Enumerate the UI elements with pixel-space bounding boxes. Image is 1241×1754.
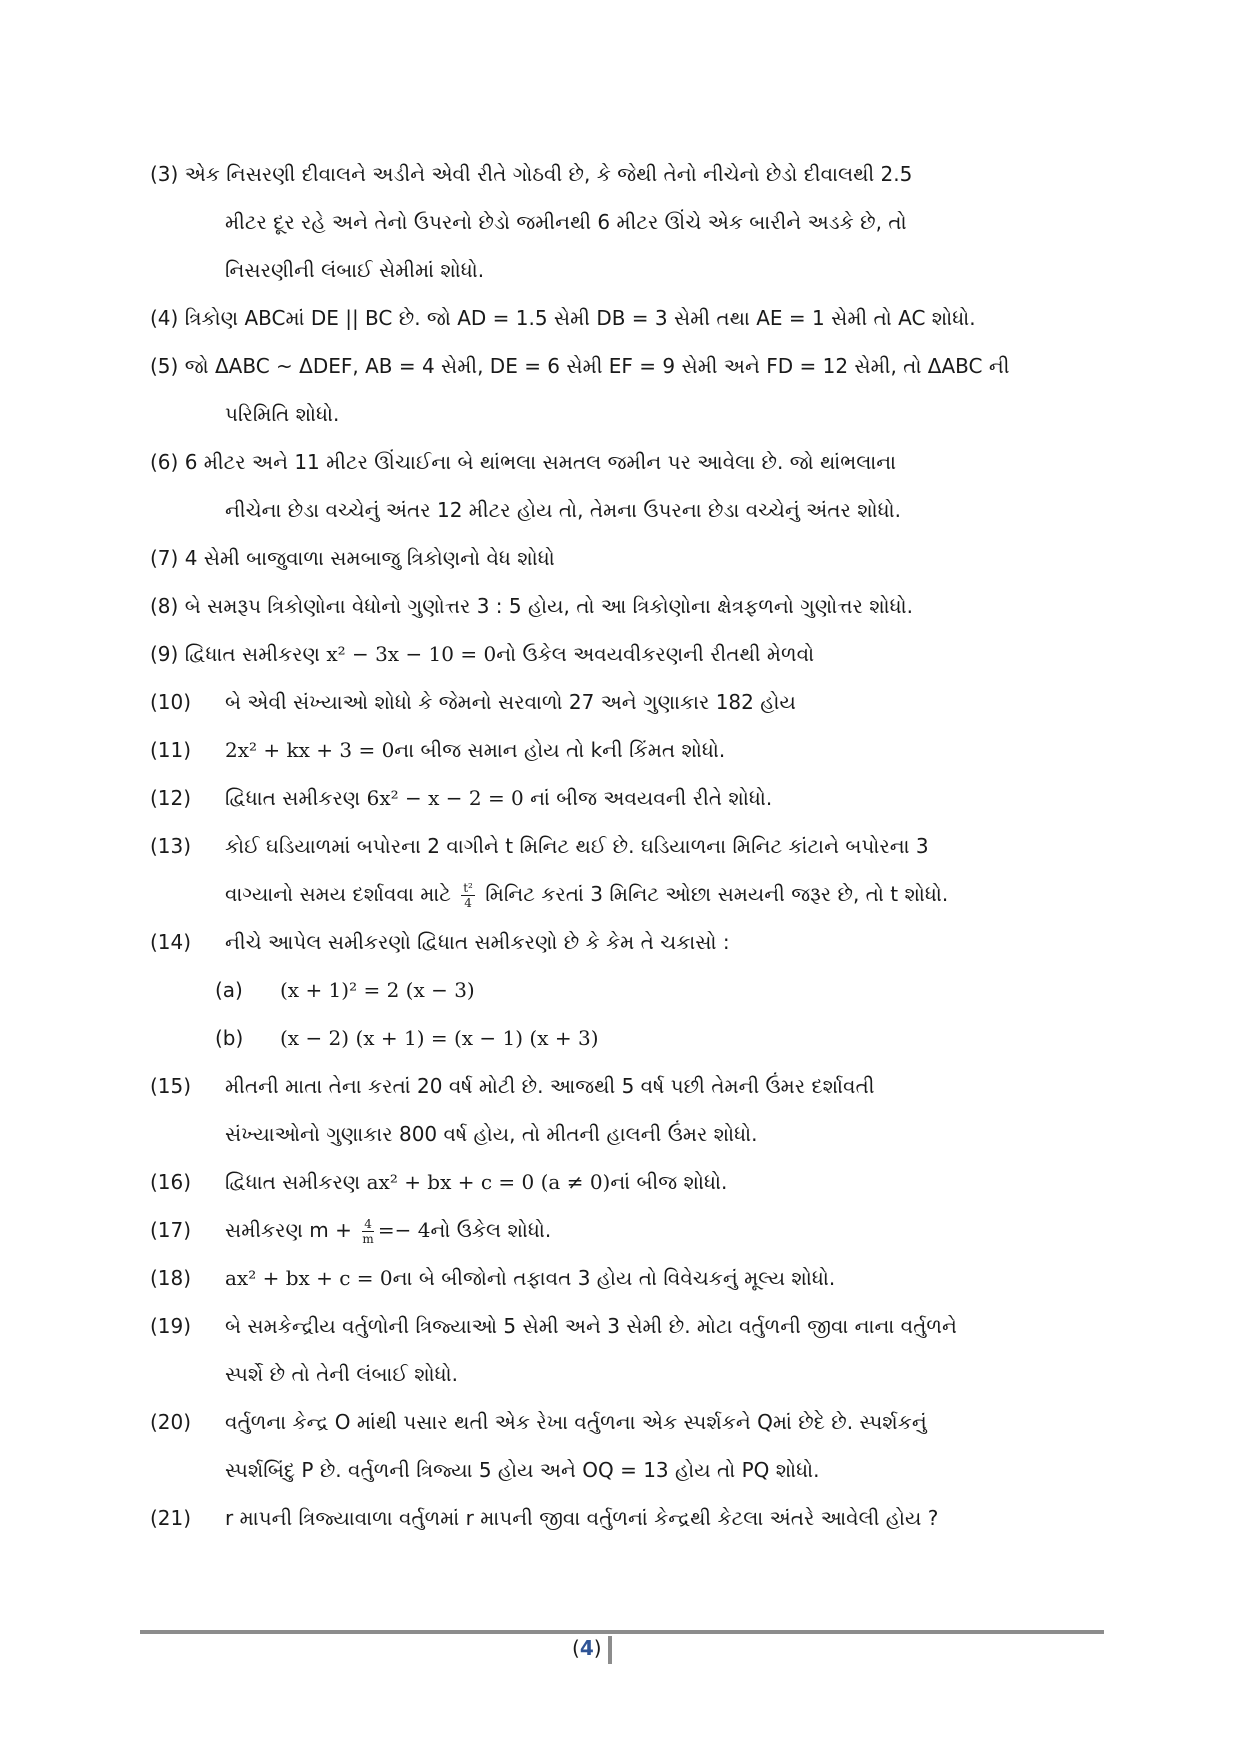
equation: (x + 1)² = 2 (x − 3)	[280, 978, 475, 1002]
question-text: ત્રિકોણ ABCમાં DE || BC છે. જો AD = 1.5 સેમી DB = 3 સેમી તથા AE = 1 સેમી તો AC શોધો.	[184, 306, 976, 330]
question-17	[150, 1206, 1100, 1254]
question-text: સમીકરણ m +	[225, 1218, 359, 1242]
question-text: r માપની ત્રિજ્યાવાળા વર્તુળમાં r માપની જીવા વર્તુળનાં કેન્દ્રથી કેટલા અંતરે આવેલી હોય ?	[225, 1506, 939, 1530]
question-text: મીતની માતા તેના કરતાં 20 વર્ષ મોટી છે. આજથી 5 વર્ષ પછી તેમની ઉંમર દર્શાવતી	[225, 1074, 875, 1098]
question-text: 4 સેમી બાજુવાળા સમબાજુ ત્રિકોણનો વેધ શોધો	[184, 546, 555, 570]
question-text: 6 મીટર અને 11 મીટર ઊંચાઈના બે થાંભલા સમતલ જમીન પર આવેલા છે. જો થાંભલાના	[184, 450, 897, 474]
question-number: (3)	[150, 162, 179, 186]
fraction-denominator: m	[362, 1232, 374, 1246]
question-number: (6)	[150, 450, 179, 474]
question-text: નીચેના છેડા વચ્ચેનું અંતર 12 મીટર હોય તો, તેમના ઉપરના છેડા વચ્ચેનું અંતર શોધો.	[225, 498, 901, 522]
question-text: સ્પર્શે છે તો તેની લંબાઈ શોધો.	[225, 1362, 458, 1386]
question-13	[150, 822, 1100, 918]
question-15	[150, 1062, 1100, 1158]
question-number: (15)	[150, 1074, 192, 1098]
question-list	[150, 150, 1100, 1542]
equation: ax² + bx + c = 0 (a ≠ 0)	[366, 1170, 611, 1194]
question-text: દ્વિધાત સમીકરણ	[184, 642, 327, 666]
question-8	[150, 582, 1100, 630]
question-3	[150, 150, 1100, 294]
question-text: વર્તુળના કેન્દ્ર O માંથી પસાર થતી એક રેખા વર્તુળના એક સ્પર્શકને Qમાં છેદે છે. સ્પર્શકનું	[225, 1410, 927, 1434]
page-number-open: (	[572, 1636, 580, 1660]
question-19	[150, 1302, 1100, 1398]
fraction-numerator: t²	[463, 881, 473, 895]
question-number: (5)	[150, 354, 179, 378]
question-text: બે સમકેન્દ્રીય વર્તુળોની ત્રિજ્યાઓ 5 સેમી અને 3 સેમી છે. મોટા વર્તુળની જીવા નાના વર્તુળને	[225, 1314, 957, 1338]
question-text: વાગ્યાનો સમય દર્શાવવા માટે	[225, 882, 458, 906]
equation: ax² + bx + c = 0	[225, 1266, 393, 1290]
question-text: બે એવી સંખ્યાઓ શોધો કે જેમનો સરવાળો 27 અને ગુણાકાર 182 હોય	[225, 690, 796, 714]
sub-question-label: (a)	[215, 978, 243, 1002]
question-text: નિસરણીની લંબાઈ સેમીમાં શોધો.	[225, 258, 485, 282]
question-text: જો ΔABC ~ ΔDEF, AB = 4 સેમી, DE = 6 સેમી EF = 9 સેમી અને FD = 12 સેમી, તો ΔABC ની	[184, 354, 1010, 378]
equation: 2x² + kx + 3 = 0	[225, 738, 395, 762]
question-number: (16)	[150, 1170, 192, 1194]
question-9	[150, 630, 1100, 678]
question-number: (11)	[150, 738, 192, 762]
page-number-value: 4	[579, 1636, 594, 1660]
fraction	[362, 1217, 374, 1246]
question-21	[150, 1494, 1100, 1542]
question-7	[150, 534, 1100, 582]
question-text: નો ઉકેલ અવયવીકરણની રીતથી મેળવો	[496, 642, 815, 666]
question-text: કોઈ ઘડિયાળમાં બપોરના 2 વાગીને t મિનિટ થઈ છે. ઘડિયાળના મિનિટ કાંટાને બપોરના 3	[225, 834, 929, 858]
page-number-close: )	[593, 1636, 602, 1660]
question-4	[150, 294, 1100, 342]
question-number: (19)	[150, 1314, 192, 1338]
equation: x² − 3x − 10 = 0	[326, 642, 497, 666]
question-5	[150, 342, 1100, 438]
footer-bar	[608, 1636, 612, 1664]
fraction-numerator: 4	[364, 1217, 372, 1231]
question-number: (20)	[150, 1410, 192, 1434]
question-16	[150, 1158, 1100, 1206]
equation: 6x² − x − 2 = 0	[366, 786, 524, 810]
fraction	[461, 881, 475, 910]
question-text: નાં બીજ અવયવની રીતે શોધો.	[523, 786, 773, 810]
question-text: બે સમરૂપ ત્રિકોણોના વેધોનો ગુણોત્તર 3 : 5 હોય, તો આ ત્રિકોણોના ક્ષેત્રફળનો ગુણોત્તર શોધો.	[184, 594, 913, 618]
question-number: (4)	[150, 306, 179, 330]
question-text: નાં બીજ શોધો.	[610, 1170, 728, 1194]
question-text: સ્પર્શબિંદુ P છે. વર્તુળની ત્રિજ્યા 5 હોય અને OQ = 13 હોય તો PQ શોધો.	[225, 1458, 820, 1482]
question-number: (17)	[150, 1218, 192, 1242]
question-text: ના બે બીજોનો તફાવત 3 હોય તો વિવેચકનું મૂલ્ય શોધો.	[392, 1266, 836, 1290]
equation: (x − 2) (x + 1) = (x − 1) (x + 3)	[280, 1026, 599, 1050]
sub-question-a	[150, 966, 1100, 1014]
question-text: દ્વિધાત સમીકરણ	[225, 1170, 367, 1194]
question-text: સંખ્યાઓનો ગુણાકાર 800 વર્ષ હોય, તો મીતની હાલની ઉંમર શોધો.	[225, 1122, 758, 1146]
question-12	[150, 774, 1100, 822]
question-text: નો ઉકેલ શોધો.	[430, 1218, 552, 1242]
sub-question-label: (b)	[215, 1026, 244, 1050]
question-text: મિનિટ કરતાં 3 મિનિટ ઓછા સમયની જરૂર છે, તો t શોધો.	[478, 882, 949, 906]
question-number: (21)	[150, 1506, 192, 1530]
question-text: પરિમિતિ શોધો.	[225, 402, 340, 426]
question-text: નીચે આપેલ સમીકરણો દ્વિધાત સમીકરણો છે કે કેમ તે ચકાસો :	[225, 930, 730, 954]
question-number: (13)	[150, 834, 192, 858]
question-text: દ્વિધાત સમીકરણ	[225, 786, 367, 810]
question-number: (14)	[150, 930, 192, 954]
sub-question-b	[150, 1014, 1100, 1062]
question-text: ના બીજ સમાન હોય તો kની કિંમત શોધો.	[394, 738, 726, 762]
equation: =− 4	[377, 1218, 431, 1242]
question-14	[150, 918, 1100, 1062]
question-number: (10)	[150, 690, 192, 714]
page-number	[572, 1636, 602, 1660]
question-number: (9)	[150, 642, 179, 666]
question-18	[150, 1254, 1100, 1302]
question-6	[150, 438, 1100, 534]
question-20	[150, 1398, 1100, 1494]
question-number: (18)	[150, 1266, 192, 1290]
question-number: (8)	[150, 594, 179, 618]
question-number: (7)	[150, 546, 179, 570]
question-11	[150, 726, 1100, 774]
question-10	[150, 678, 1100, 726]
question-text: મીટર દૂર રહે અને તેનો ઉપરનો છેડો જમીનથી 6 મીટર ઊંચે એક બારીને અડકે છે, તો	[225, 210, 907, 234]
footer-divider	[140, 1630, 1104, 1634]
question-text: એક નિસરણી દીવાલને અડીને એવી રીતે ગોઠવી છે, કે જેથી તેનો નીચેનો છેડો દીવાલથી 2.5	[184, 162, 913, 186]
fraction-denominator: 4	[464, 896, 472, 910]
question-number: (12)	[150, 786, 192, 810]
